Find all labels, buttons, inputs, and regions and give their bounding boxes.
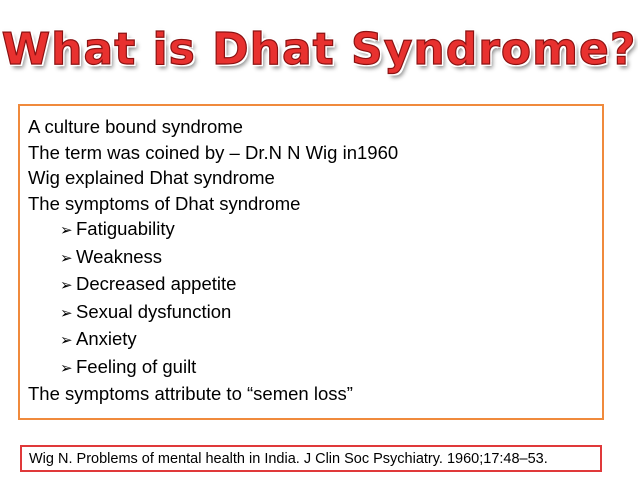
content-line: The symptoms of Dhat syndrome [28,192,301,214]
arrow-bullet-icon: ➢ [60,304,73,322]
content-line: The term was coined by – Dr.N N Wig in1960 [28,141,399,163]
content-line: The symptoms attribute to “semen loss” [28,383,353,404]
symptom-item [28,354,398,382]
reference-box [20,445,602,472]
arrow-bullet-icon: ➢ [60,222,73,239]
slide-title: What is Dhat Syndrome? [1,24,637,75]
symptom-label: Decreased appetite [76,273,237,294]
arrow-bullet-icon: ➢ [60,277,73,294]
symptom-label: Anxiety [76,328,137,349]
symptom-item [28,326,398,354]
symptom-item [28,216,398,244]
symptom-item [28,271,398,299]
symptom-label: Feeling of guilt [76,355,197,377]
symptom-label: Sexual dysfunction [76,300,232,322]
content-box [18,104,604,420]
symptom-label: Weakness [76,245,163,267]
content-line: A culture bound syndrome [28,116,243,137]
content-lines [28,114,398,407]
reference-text: Wig N. Problems of mental health in India. J Clin Soc Psychiatry. 1960;17:48–53. [29,451,548,467]
arrow-bullet-icon: ➢ [60,249,73,267]
arrow-bullet-icon: ➢ [60,332,73,349]
content-line: Wig explained Dhat syndrome [28,167,275,188]
symptom-item [28,244,398,272]
arrow-bullet-icon: ➢ [60,359,73,377]
symptom-item [28,299,398,327]
symptom-label: Fatiguability [76,218,175,239]
